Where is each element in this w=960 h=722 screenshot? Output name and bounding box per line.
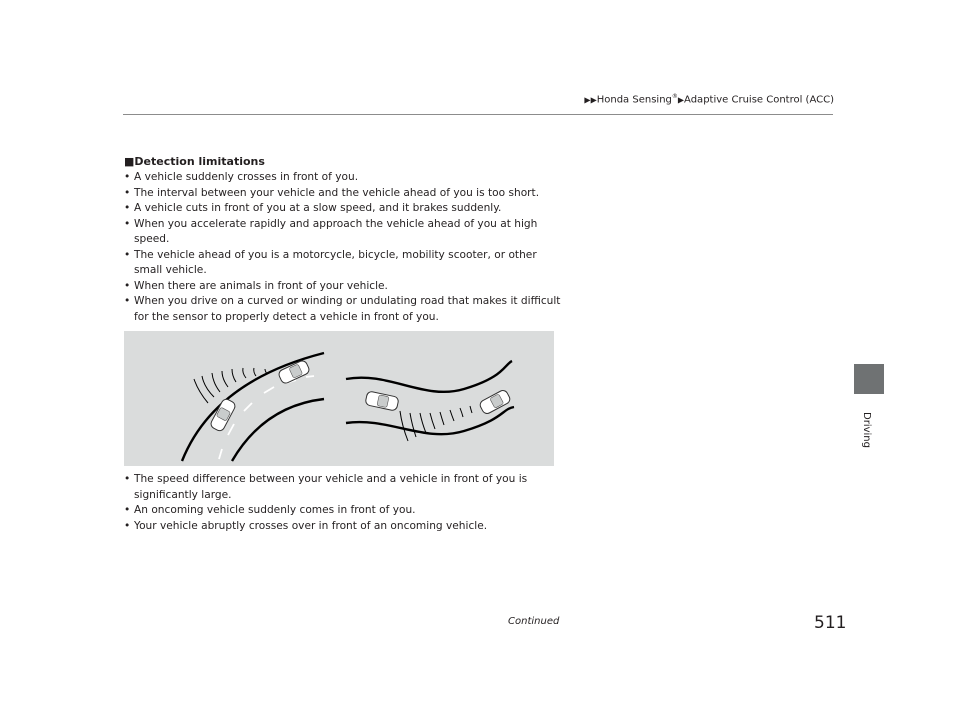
registered-mark: ® xyxy=(671,93,678,100)
breadcrumb-part1: Honda Sensing xyxy=(596,94,672,106)
breadcrumb-arrow-icon: ▶ xyxy=(677,95,685,105)
header-rule xyxy=(123,114,833,115)
breadcrumb-arrow-icon: ▶▶ xyxy=(584,95,597,105)
chapter-label: Driving xyxy=(861,412,872,448)
curved-road-illustration xyxy=(124,331,554,466)
chapter-tab[interactable] xyxy=(854,364,884,394)
breadcrumb-part2: Adaptive Cruise Control (ACC) xyxy=(684,94,834,106)
page-number: 511 xyxy=(814,613,847,633)
road-diagram xyxy=(124,331,554,466)
own-vehicle-right xyxy=(365,391,399,411)
list-item: • The vehicle ahead of you is a motorcycle, bicycle, mobility scooter, or other small vehicle. xyxy=(124,248,564,279)
limitations-list-1 xyxy=(124,170,564,325)
list-item: • When there are animals in front of your vehicle. xyxy=(124,279,564,295)
square-bullet-icon: ■ xyxy=(124,155,135,168)
list-item: • When you drive on a curved or winding or undulating road that makes it difficult for the sensor to properly detect a vehicle in front of you. xyxy=(124,294,564,325)
section-heading-text: Detection limitations xyxy=(134,155,265,168)
list-item: • A vehicle cuts in front of you at a slow speed, and it brakes suddenly. xyxy=(124,201,564,217)
list-item: • When you accelerate rapidly and approach the vehicle ahead of you at high speed. xyxy=(124,217,564,248)
road-edge-upper xyxy=(346,361,512,392)
continued-label: Continued xyxy=(508,616,560,627)
lane-marking xyxy=(219,376,314,459)
list-item: • The interval between your vehicle and the vehicle ahead of you is too short. xyxy=(124,186,564,202)
list-item: • Your vehicle abruptly crosses over in front of an oncoming vehicle. xyxy=(124,519,564,535)
breadcrumb xyxy=(584,93,834,105)
limitations-list-2 xyxy=(124,472,564,534)
section-heading xyxy=(124,155,265,168)
radar-waves-right xyxy=(400,406,472,441)
list-item: • An oncoming vehicle suddenly comes in front of you. xyxy=(124,503,564,519)
list-item: • A vehicle suddenly crosses in front of you. xyxy=(124,170,564,186)
list-item: • The speed difference between your vehicle and a vehicle in front of you is significantly large. xyxy=(124,472,564,503)
